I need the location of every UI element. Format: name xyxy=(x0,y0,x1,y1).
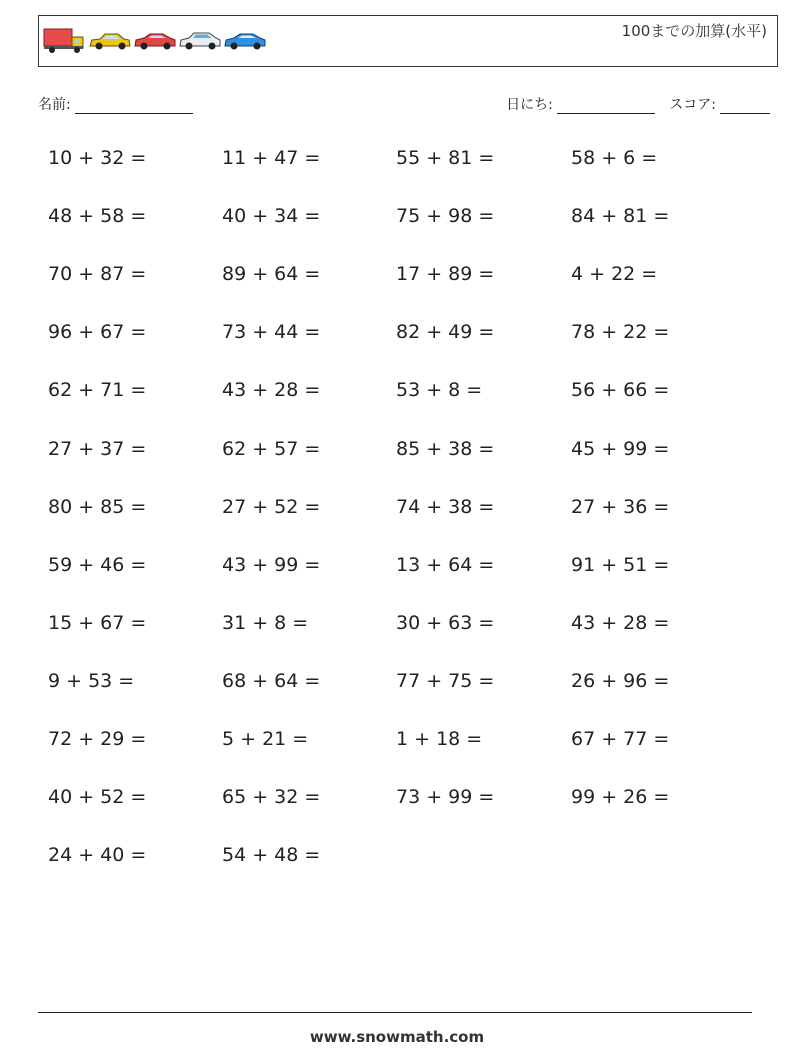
problem-item: 30 + 63 = xyxy=(396,611,495,634)
name-field xyxy=(38,94,193,114)
red-car-icon xyxy=(135,34,175,50)
problem-item: 62 + 71 = xyxy=(48,379,147,402)
problem-item: 26 + 96 = xyxy=(571,669,670,692)
problem-item: 67 + 77 = xyxy=(571,728,670,750)
score-blank[interactable] xyxy=(720,99,770,114)
problem-item: 31 + 8 = xyxy=(222,611,309,634)
date-label: 日にち: xyxy=(506,97,553,113)
worksheet-title: 100までの加算(水平) xyxy=(621,22,767,40)
problem-item: 80 + 85 = xyxy=(48,495,147,518)
vehicle-icons xyxy=(43,26,273,56)
problem-item: 78 + 22 = xyxy=(571,321,670,344)
yellow-car-icon xyxy=(90,34,130,50)
problem-item: 70 + 87 = xyxy=(48,263,147,286)
problem-item: 17 + 89 = xyxy=(396,263,495,286)
problem-item: 54 + 48 = xyxy=(222,844,321,867)
problem-item: 13 + 64 = xyxy=(396,553,495,576)
problem-item: 10 + 32 = xyxy=(48,147,147,169)
problem-item: 73 + 44 = xyxy=(222,321,321,344)
problem-item: 43 + 28 = xyxy=(571,611,670,634)
problem-item: 96 + 67 = xyxy=(48,321,147,344)
name-blank[interactable] xyxy=(75,99,193,114)
problem-item: 77 + 75 = xyxy=(396,669,495,692)
problem-item: 74 + 38 = xyxy=(396,495,495,518)
problem-item: 4 + 22 = xyxy=(571,263,658,286)
problem-item: 45 + 99 = xyxy=(571,437,670,460)
problem-item: 1 + 18 = xyxy=(396,728,483,750)
problem-item: 59 + 46 = xyxy=(48,553,147,576)
problem-item: 99 + 26 = xyxy=(571,786,670,809)
problem-item: 43 + 28 = xyxy=(222,379,321,402)
problem-item: 27 + 52 = xyxy=(222,495,321,518)
problem-item: 48 + 58 = xyxy=(48,205,147,228)
problem-item: 27 + 36 = xyxy=(571,495,670,518)
footer-rule xyxy=(38,1012,752,1013)
problem-item: 55 + 81 = xyxy=(396,147,495,169)
score-label: スコア: xyxy=(669,97,716,113)
problem-item: 40 + 52 = xyxy=(48,786,147,809)
truck-icon xyxy=(44,29,83,53)
problem-item: 68 + 64 = xyxy=(222,669,321,692)
problem-item: 84 + 81 = xyxy=(571,205,670,228)
problem-item: 11 + 47 = xyxy=(222,147,321,169)
problem-item: 9 + 53 = xyxy=(48,669,135,692)
problem-item: 43 + 99 = xyxy=(222,553,321,576)
footer-site: www.snowmath.com xyxy=(309,1028,485,1046)
problem-item: 91 + 51 = xyxy=(571,553,670,576)
header-box xyxy=(38,15,778,67)
problem-item: 15 + 67 = xyxy=(48,611,147,634)
problem-item: 27 + 37 = xyxy=(48,437,147,460)
blue-car-icon xyxy=(225,34,265,50)
name-label: 名前: xyxy=(38,97,71,113)
problem-item: 24 + 40 = xyxy=(48,844,147,867)
problem-item: 65 + 32 = xyxy=(222,786,321,809)
problem-item: 85 + 38 = xyxy=(396,437,495,460)
problem-item: 89 + 64 = xyxy=(222,263,321,286)
date-blank[interactable] xyxy=(557,99,655,114)
problem-item: 75 + 98 = xyxy=(396,205,495,228)
white-car-icon xyxy=(180,33,220,50)
problem-item: 73 + 99 = xyxy=(396,786,495,809)
problem-item: 56 + 66 = xyxy=(571,379,670,402)
problem-item: 53 + 8 = xyxy=(396,379,483,402)
problem-item: 62 + 57 = xyxy=(222,437,321,460)
date-score-fields xyxy=(506,94,770,114)
problem-item: 72 + 29 = xyxy=(48,728,147,750)
problem-item: 40 + 34 = xyxy=(222,205,321,228)
problem-item: 58 + 6 = xyxy=(571,147,658,169)
problem-item: 5 + 21 = xyxy=(222,728,309,750)
problem-item: 82 + 49 = xyxy=(396,321,495,344)
